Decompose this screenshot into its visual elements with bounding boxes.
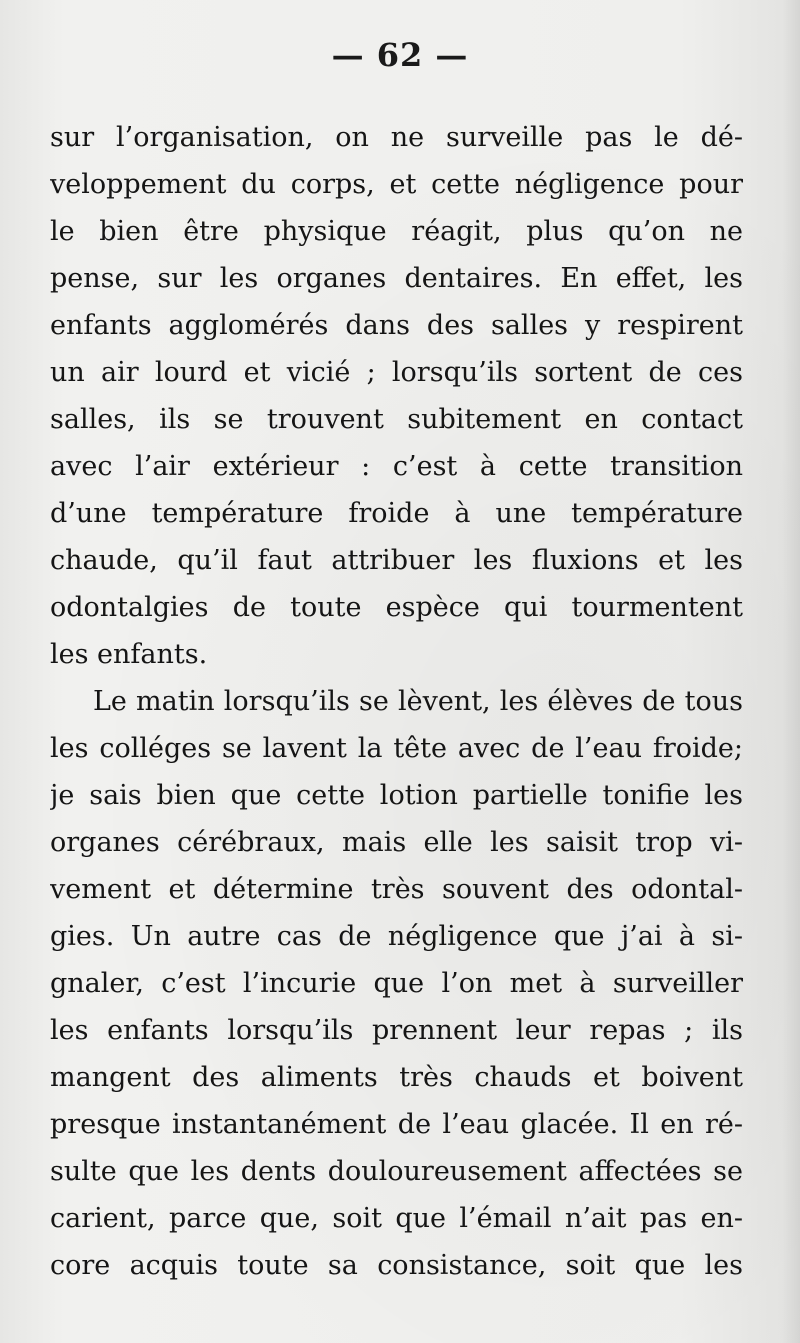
text-line: enfants agglomérés dans des salles y respirent: [50, 310, 743, 341]
page-edge-shadow: [782, 0, 800, 1343]
text-line: sur l’organisation, on ne surveille pas le dé-: [50, 122, 743, 153]
text-line: vement et détermine très souvent des odontal-: [50, 874, 743, 905]
text-line: avec l’air extérieur : c’est à cette transition: [50, 451, 743, 482]
text-line: les enfants lorsqu’ils prennent leur repas ; ils: [50, 1015, 743, 1046]
text-line: Le matin lorsqu’ils se lèvent, les élèves de tous: [93, 686, 743, 717]
body-text: [50, 114, 743, 1289]
text-line: presque instantanément de l’eau glacée. Il en ré-: [50, 1109, 743, 1140]
text-line: gies. Un autre cas de négligence que j’ai à si-: [50, 921, 743, 952]
text-line: veloppement du corps, et cette négligence pour: [50, 169, 743, 200]
page-number: — 62 —: [331, 36, 469, 74]
text-line: organes cérébraux, mais elle les saisit trop vi-: [50, 827, 743, 858]
text-line: les colléges se lavent la tête avec de l’eau froide;: [50, 733, 743, 764]
text-line: chaude, qu’il faut attribuer les fluxions et les: [50, 545, 743, 576]
text-line: le bien être physique réagit, plus qu’on ne: [50, 216, 743, 247]
text-line: sulte que les dents douloureusement affectées se: [50, 1156, 743, 1187]
text-line: core acquis toute sa consistance, soit que les: [50, 1250, 743, 1281]
text-line: salles, ils se trouvent subitement en contact: [50, 404, 743, 435]
text-line: un air lourd et vicié ; lorsqu’ils sortent de ces: [50, 357, 743, 388]
text-line: gnaler, c’est l’incurie que l’on met à surveiller: [50, 968, 743, 999]
text-line: pense, sur les organes dentaires. En effet, les: [50, 263, 743, 294]
text-line: je sais bien que cette lotion partielle tonifie les: [50, 780, 743, 811]
text-line: d’une température froide à une température: [50, 498, 743, 529]
text-line: mangent des aliments très chauds et boivent: [50, 1062, 743, 1093]
text-line: les enfants.: [50, 639, 208, 670]
text-line: carient, parce que, soit que l’émail n’ait pas en-: [50, 1203, 743, 1234]
text-line: odontalgies de toute espèce qui tourmentent: [50, 592, 743, 623]
